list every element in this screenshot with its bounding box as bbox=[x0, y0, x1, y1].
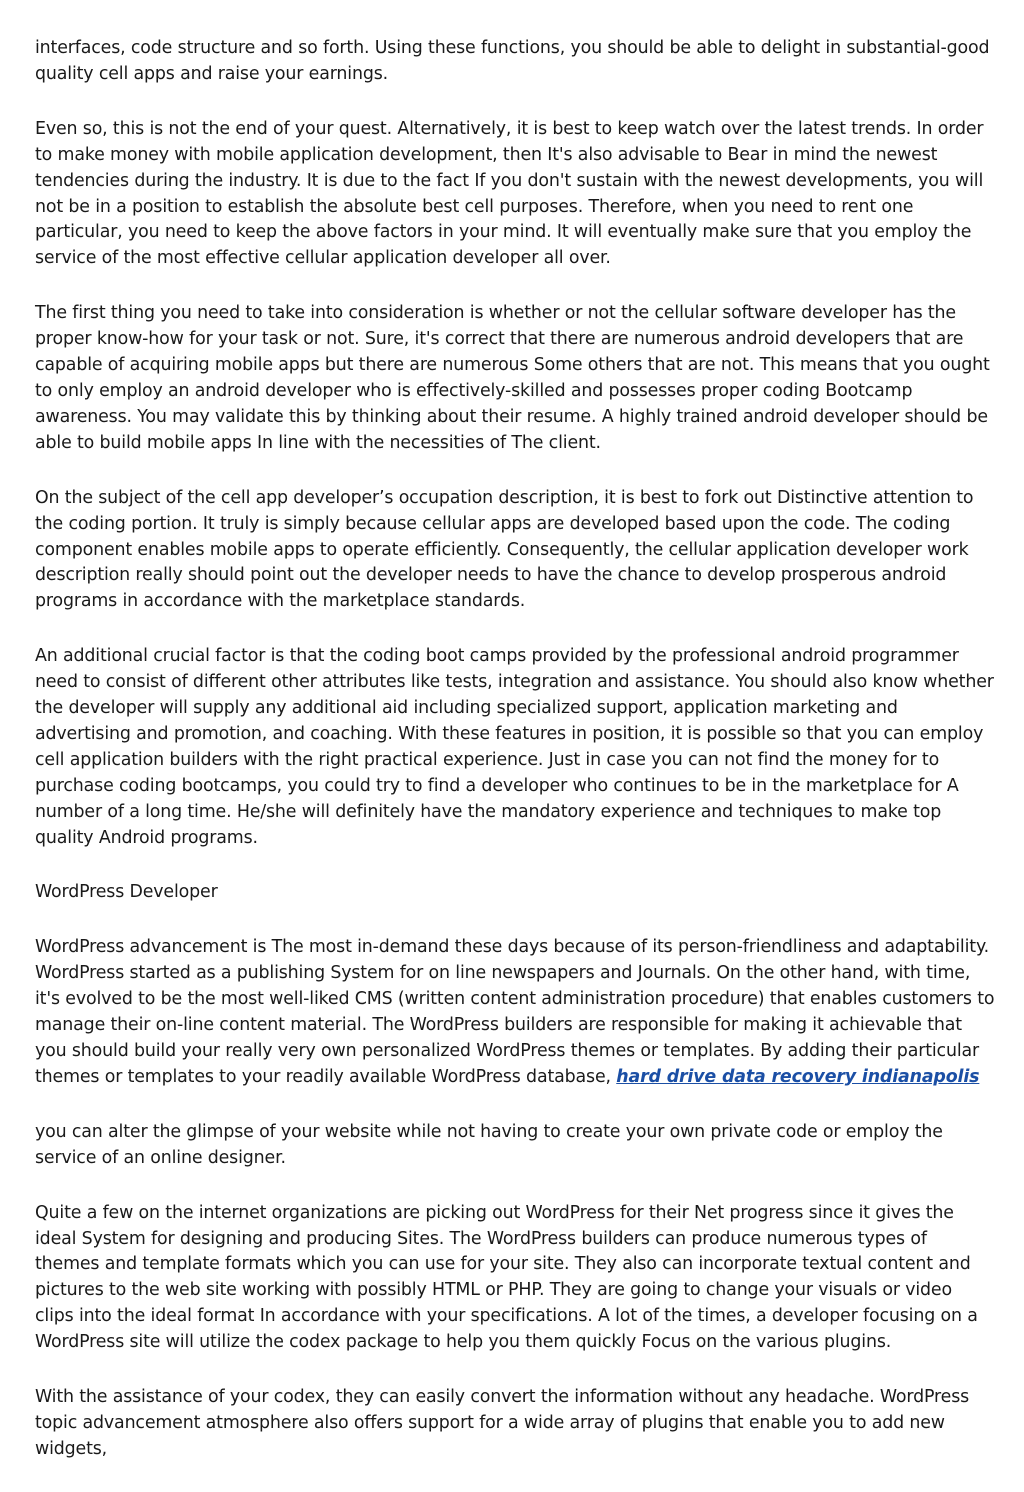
paragraph-intro: interfaces, code structure and so forth. Using these functions, you should be able to delight in substantial-good quality cell apps and raise your earnings. bbox=[35, 38, 990, 84]
hard-drive-recovery-link[interactable]: hard drive data recovery indianapolis bbox=[616, 1066, 980, 1087]
paragraph-wordpress-advancement-text: WordPress advancement is The most in-demand these days because of its person-friendliness and adaptability. WordPress started as a publishing System for on line newspapers and Journals. On the other hand, with time, it's evolved to be the most well-liked CMS (written content administration procedure) that enables customers to manage their on-line content material. The WordPress builders are responsible for making it achievable that you should build your really very own personalized WordPress themes or templates. By adding their particular themes or templates to your readily available WordPress database, bbox=[35, 937, 995, 1087]
paragraph-know-how: The first thing you need to take into consideration is whether or not the cellular software developer has the proper know-how for your task or not. Sure, it's correct that there are numerous android developers that are capable of acquiring mobile apps but there are numerous Some others that are not. This means that you ought to only employ an android developer who is effectively-skilled and possesses proper coding Bootcamp awareness. You may validate this by thinking about their resume. A highly trained android developer should be able to build mobile apps In line with the necessities of The client. bbox=[35, 303, 990, 453]
paragraph-trends: Even so, this is not the end of your quest. Alternatively, it is best to keep watch over the latest trends. In order to make money with mobile application development, then It's also advisable to Bear in mind the newest tendencies during the industry. It is due to the fact If you don't sustain with the newest developments, you will not be in a position to establish the absolute best cell purposes. Therefore, when you need to rent one particular, you need to keep the above factors in your mind. It will eventually make sure that you employ the service of the most effective cellular application developer all over. bbox=[35, 118, 984, 269]
paragraph-codex: With the assistance of your codex, they can easily convert the information without any headache. WordPress topic advancement atmosphere also offers support for a wide array of plugins that enable you to add new widgets, bbox=[35, 1387, 970, 1459]
paragraph-organizations: Quite a few on the internet organizations are picking out WordPress for their Net progress since it gives the ideal System for designing and producing Sites. The WordPress builders can produce numerous types of themes and template formats which you can use for your site. They also can incorporate textual content and pictures to the web site working with possibly HTML or PHP. They are going to change your visuals or video clips into the ideal format In accordance with your specifications. A lot of the times, a developer focusing on a WordPress site will utilize the codex package to help you them quickly Focus on the various plugins. bbox=[35, 1202, 978, 1353]
paragraph-alter-glimpse: you can alter the glimpse of your website while not having to create your own private code or employ the service of an online designer. bbox=[35, 1121, 943, 1168]
document-body bbox=[35, 36, 995, 1492]
paragraph-boot-camps: An additional crucial factor is that the coding boot camps provided by the professional android programmer need to consist of different other attributes like tests, integration and assistance. You should also know whether the developer will supply any additional aid including specialized support, application marketing and advertising and promotion, and coaching. With these features in position, it is possible so that you can employ cell application builders with the right practical experience. Just in case you can not find the money for to purchase coding bootcamps, you could try to find a developer who continues to be in the marketplace for A number of a long time. He/she will definitely have the mandatory experience and techniques to make top quality Android programs. bbox=[35, 646, 994, 848]
section-heading-wordpress-developer: WordPress Developer bbox=[35, 882, 218, 903]
paragraph-job-description: On the subject of the cell app developer’s occupation description, it is best to fork out Distinctive attention to the coding portion. It truly is simply because cellular apps are developed based upon the code. The coding component enables mobile apps to operate efficiently. Consequently, the cellular application developer work description really should point out the developer needs to have the chance to develop prosperous android programs in accordance with the marketplace standards. bbox=[35, 487, 974, 612]
paragraph-wordpress-advancement bbox=[35, 935, 995, 1090]
